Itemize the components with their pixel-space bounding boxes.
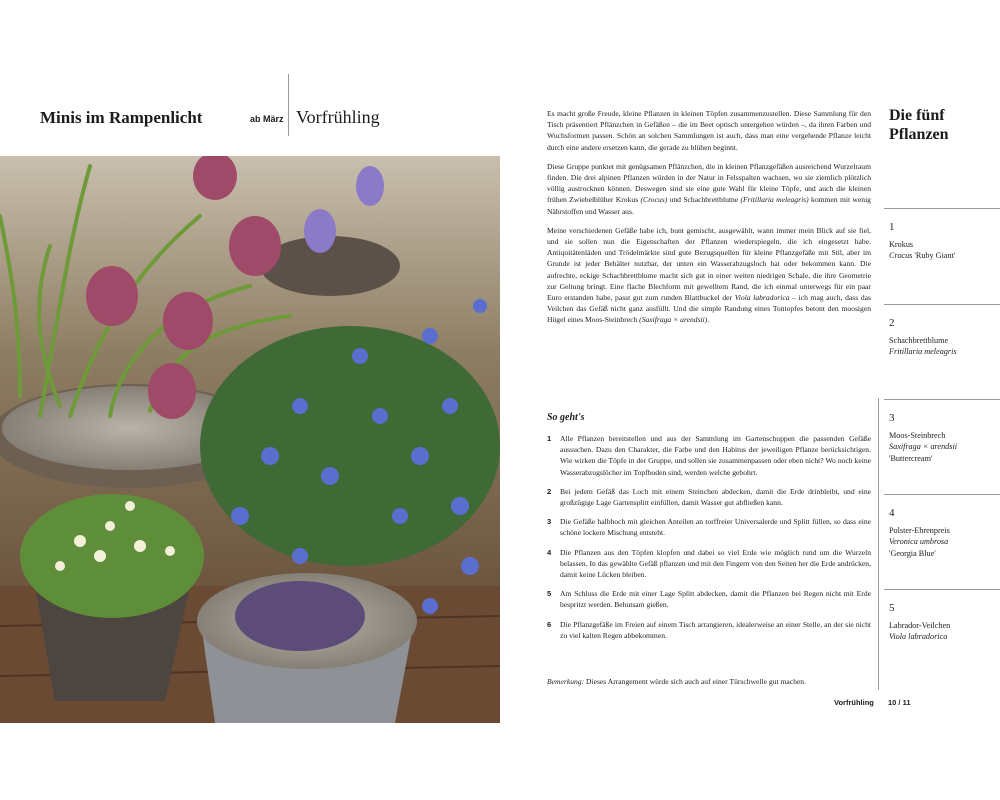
howto-step <box>547 588 871 610</box>
plant-number: 4 <box>889 507 895 519</box>
plant-number: 5 <box>889 602 895 614</box>
since-label: ab März <box>250 114 284 124</box>
step-text: Bei jedem Gefäß das Loch mit einem Steinchen abdecken, damit die Erde drinbleibt, und eine großzügige Lage Gartensplitt einfüllen, damit Wasser gut abfließen kann. <box>560 486 871 508</box>
text-run: . <box>707 315 710 325</box>
howto-step <box>547 547 871 581</box>
step-number: 6 <box>547 619 552 629</box>
plant-name-line: 'Buttercream' <box>889 453 933 463</box>
season-heading: Vorfrühling <box>296 107 380 127</box>
plant-name-line: Crocus 'Ruby Giant' <box>889 251 956 260</box>
text-run: Es macht große Freude, kleine Pflanzen in kleinen Töpfen zusammenzustellen. Diese Sammlung für den Tisch präsentiert Pflänzchen in Gefäßen – die im Beet optisch untergehen würden –, da ihren Farben und Wuchsformen passen. Schön an solchen Sammlungen ist auch, dass man eine vergehende Pflanze leicht durch eine andere ersetzen kann, die gerade zu blühen beginnt. <box>547 109 871 152</box>
howto-step <box>547 433 871 478</box>
text-run: Meine verschiedenen Gefäße habe ich, bunt gemischt, ausgewählt, wann immer mein Blick auf sie fiel, und sie sollen nun die Eigenschaften der Pflanzen wiederspiegeln, die ich eingesetzt habe. Antiquitätenläden und Trödelmärkte sind gute Bezugsquellen für kleine Pflanzgefäße mit Stil, aber im Grunde ist jeder Behälter nutzbar, der unten ein Wasserabzugsloch hat oder bekommen kann. Die aufrechte, eckige Schachbrettblume macht sich gut in einer weiten niedrigen Schale, die ihre Geometrie zur Geltung bringt. Eine flache Blechform mit gewelltem Rand, die ich einmal unterwegs für ein paar Euro erstanden habe, passt gut zum runden Blattbuckel der <box>547 225 871 303</box>
page-title: Minis im Rampenlicht <box>40 108 203 127</box>
plant-name-line: Saxifraga × arendsii <box>889 442 957 451</box>
plant-separator <box>884 304 1000 305</box>
plant-photo <box>0 156 500 723</box>
text-run: kommen mit wenig Nährstoffen und Wasser aus. <box>547 195 871 216</box>
plant-entry <box>889 603 999 643</box>
plant-name-line: Labrador-Veilchen <box>889 620 951 630</box>
text-run: – ich mag auch, dass das Veilchen das Gefäß nicht ganz ausfüllt. Und die simple Randung eines Tontopfes betont den moosigen Hügel eines Moos-Steinbrech <box>547 293 871 325</box>
plant-entry <box>889 318 999 358</box>
plant-name-line: Moos-Steinbrech <box>889 430 946 440</box>
plant-number: 1 <box>889 221 895 233</box>
step-number: 1 <box>547 434 552 443</box>
plant-number: 3 <box>889 412 895 424</box>
latin-name: (Crocus) <box>640 195 668 205</box>
text-run: und Schachbrettblume <box>667 195 741 205</box>
plants-heading: Die fünf Pflanzen <box>889 107 949 143</box>
step-number: 4 <box>547 547 552 557</box>
text-run: Diese Gruppe punktet mit genügsamen Pflänzchen, die in kleinen Pflanzgefäßen ausreichend Wurzelraum finden. Die drei alpinen Pflanzen würden in der Natur in Felsspalten wachsen, wo sie ziemlich plötzlich völlig austrocknen können. Deswegen sind sie eine gute Wahl für kleine Töpfe, und auch die kleinen frühen Zwiebelblüher Krokus <box>547 161 871 205</box>
plant-entry <box>889 222 999 262</box>
step-text: Alle Pflanzen bereitstellen und aus der Sammlung im Gartenschuppen die passenden Gefäße aussuchen. Dazu den Charakter, die Farbe und den Habitus der jeweiligen Pflanze berücksichtigen. Wie wirken die Töpfe in der Gruppe, und sollen sie zusammenpassen oder eben nicht? Wo noch keine Wasserabzugslöcher im Topfboden sind, werden welche gebohrt. <box>560 434 871 477</box>
plant-name-line: Polster-Ehrenpreis <box>889 525 950 535</box>
plant-name-line: Schachbrettblume <box>889 335 949 345</box>
body-paragraph <box>547 225 871 326</box>
plant-entry <box>889 508 999 559</box>
howto-step <box>547 619 871 641</box>
column-divider <box>878 398 879 690</box>
step-text: Die Pflanzen aus den Töpfen klopfen und dabei so viel Erde wie möglich rund um die Wurzeln belassen. In das gewählte Gefäß pflanzen und mit den Fingern von den Seiten her die Erde andrücken, damit keine Lücken bleiben. <box>560 547 871 580</box>
intro-text <box>547 108 871 334</box>
howto-heading: So geht's <box>547 412 585 423</box>
remark-label: Bemerkung: <box>547 677 585 686</box>
plant-name-line: Viola labradorica <box>889 632 948 641</box>
plant-separator <box>884 494 1000 495</box>
plant-separator <box>884 399 1000 400</box>
step-text: Die Pflanzgefäße im Freien auf einem Tisch arrangieren, idealerweise an einer Stelle, an der sie nicht zu viel kalten Regen abbekommen. <box>560 619 871 640</box>
howto-step <box>547 516 871 538</box>
plant-separator <box>884 208 1000 209</box>
step-text: Am Schluss die Erde mit einer Lage Splitt abdecken, damit die Pflanzen bei Regen nicht mit Erde bespritzt werden. Behutsam gießen. <box>560 589 871 610</box>
page-number: 10 / 11 <box>888 698 911 707</box>
header-divider <box>288 74 289 136</box>
plant-name-line: Fritillaria meleagris <box>889 347 957 356</box>
howto-steps <box>547 433 871 649</box>
step-number: 3 <box>547 517 552 527</box>
body-paragraph <box>547 108 871 153</box>
plant-separator <box>884 589 1000 590</box>
body-paragraph <box>547 161 871 217</box>
footer-section: Vorfrühling <box>834 698 874 707</box>
plant-entry <box>889 413 999 464</box>
remark <box>547 676 871 687</box>
step-text: Die Gefäße halbhoch mit gleichen Anteilen an torffreier Universalerde und Splitt füllen, so dass eine schöne lockere Mischung entsteht. <box>560 517 871 538</box>
latin-name: (Saxifraga × arendsii) <box>639 315 708 325</box>
step-number: 5 <box>547 589 552 599</box>
howto-step <box>547 486 871 508</box>
plant-name-line: Veronica umbrosa <box>889 537 949 546</box>
plant-name-line: Krokus <box>889 239 914 249</box>
remark-text: Dieses Arrangement würde sich auch auf einer Türschwelle gut machen. <box>584 677 807 686</box>
latin-name: Viola labradorica <box>734 293 790 303</box>
plant-name-line: 'Georgia Blue' <box>889 548 936 558</box>
latin-name: (Fritillaria meleagris) <box>740 195 809 205</box>
plant-number: 2 <box>889 317 895 329</box>
step-number: 2 <box>547 486 552 496</box>
